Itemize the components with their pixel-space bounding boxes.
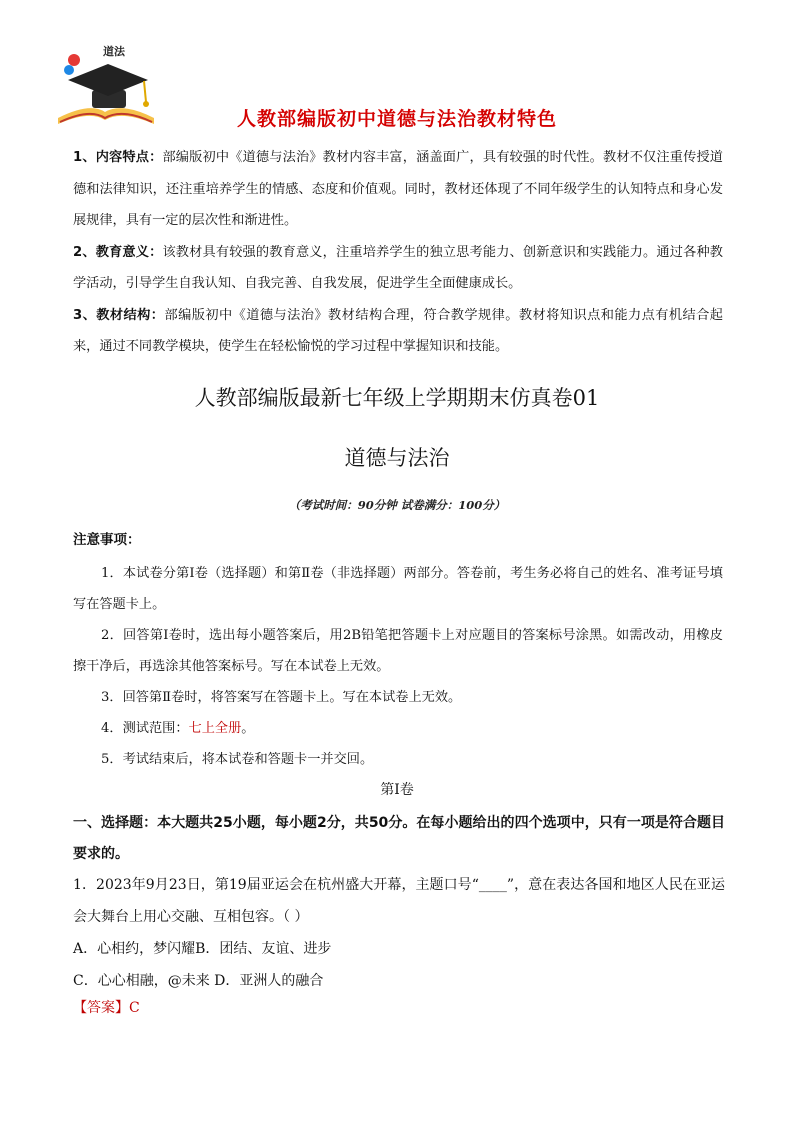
exam-meta: （考试时间：90分钟 试卷满分：100分） xyxy=(288,498,506,512)
feature-text: 部编版初中《道德与法治》教材内容丰富，涵盖面广，具有较强的时代性。教材不仅注重传授道德和法律知识，还注重培养学生的情感、态度和价值观。同时，教材还体现了不同年级学生的认知特点和身心发展规律，具有一定的层次性和渐进性。 xyxy=(73,150,723,228)
volume-heading: 第Ⅰ卷 xyxy=(380,782,414,798)
exam-subject: 道德与法治 xyxy=(344,446,450,470)
feature-key: 3、教材结构： xyxy=(73,307,165,323)
question-1 xyxy=(73,869,725,997)
test-scope-value: 七上全册 xyxy=(188,721,242,736)
feature-item xyxy=(73,142,723,237)
note-text: 。 xyxy=(241,721,255,736)
feature-key: 1、内容特点： xyxy=(73,150,163,165)
red-ball-icon xyxy=(68,54,80,66)
question-stem: 1．2023年9月23日，第19届亚运会在杭州盛大开幕，主题口号“____”，意在表达各国和地区人民在亚运会大舞台上用心交融、互相包容。（ ） xyxy=(73,877,725,925)
note-item: 1．本试卷分第Ⅰ卷（选择题）和第Ⅱ卷（非选择题）两部分。答卷前，考生务必将自己的姓名、准考证号填写在答题卡上。 xyxy=(73,566,723,612)
note-item: 5．考试结束后，将本试卷和答题卡一并交回。 xyxy=(101,752,374,767)
feature-text: 部编版初中《道德与法治》教材结构合理，符合教学规律。教材将知识点和能力点有机结合起来，通过不同教学模块，使学生在轻松愉悦的学习过程中掌握知识和技能。 xyxy=(73,307,723,354)
answer-label: 【答案】C xyxy=(73,1000,140,1016)
question-options: A．心相约，梦闪耀B．团结、友谊、进步 xyxy=(73,941,332,957)
notes-list xyxy=(73,558,723,775)
note-item: 2．回答第Ⅰ卷时，选出每小题答案后，用2B铅笔把答题卡上对应题目的答案标号涂黑。如需改动，用橡皮擦干净后，再选涂其他答案标号。写在本试卷上无效。 xyxy=(73,628,723,674)
feature-key: 2、教育意义： xyxy=(73,244,163,260)
note-text: 4．测试范围： xyxy=(101,721,189,736)
blue-ball-icon xyxy=(64,65,74,75)
exam-title: 人教部编版最新七年级上学期期末仿真卷01 xyxy=(194,386,600,410)
feature-list xyxy=(73,142,723,363)
feature-item xyxy=(73,300,723,363)
mortarboard-icon xyxy=(68,64,148,96)
logo-label: 道法 xyxy=(103,45,125,58)
notes-heading: 注意事项： xyxy=(73,532,141,548)
note-item: 3．回答第Ⅱ卷时，将答案写在答题卡上。写在本试卷上无效。 xyxy=(101,690,462,705)
section-heading: 一、选择题：本大题共25小题，每小题2分，共50分。在每小题给出的四个选项中，只有一项是符合题目要求的。 xyxy=(73,815,725,862)
feature-title: 人教部编版初中道德与法治教材特色 xyxy=(236,108,557,130)
feature-text: 该教材具有较强的教育意义，注重培养学生的独立思考能力、创新意识和实践能力。通过各种教学活动，引导学生自我认知、自我完善、自我发展，促进学生全面健康成长。 xyxy=(73,244,723,291)
note-item xyxy=(73,713,723,744)
question-options: C．心心相融，@未来 D．亚洲人的融合 xyxy=(73,973,324,989)
feature-item xyxy=(73,237,723,300)
